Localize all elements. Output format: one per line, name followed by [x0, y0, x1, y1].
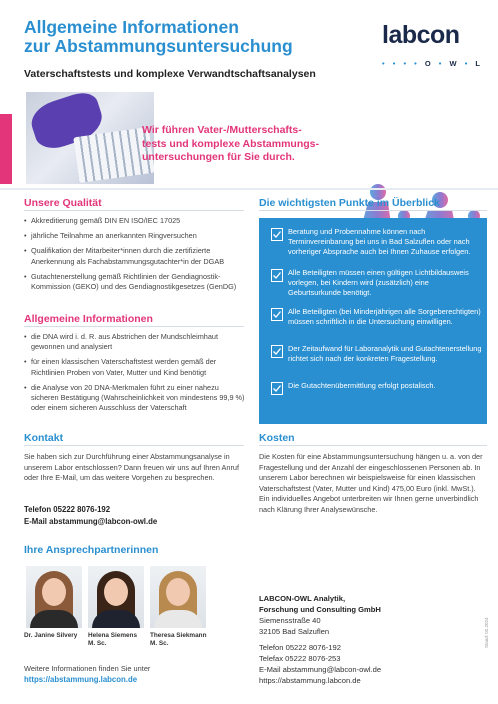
- company-street: Siemensstraße 40: [259, 616, 321, 625]
- title-line-1: Allgemeine Informationen: [24, 17, 239, 37]
- person-name: [24, 632, 77, 640]
- more-info-link[interactable]: https://abstammung.labcon.de: [24, 675, 138, 684]
- logo-wordmark: [382, 22, 482, 48]
- company-telefon[interactable]: Telefon 05222 8076-192: [259, 643, 341, 652]
- heading-ueberblick: Die wichtigsten Punkte im Überblick: [259, 197, 440, 209]
- person-name: [88, 632, 137, 648]
- logo-con: con: [416, 21, 460, 49]
- logo-dot: •: [438, 59, 442, 68]
- ueberblick-item: [271, 344, 483, 364]
- kontakt-email[interactable]: E-Mail abstammung@labcon-owl.de: [24, 517, 158, 526]
- person-name-text: Helena Siemens: [88, 632, 138, 639]
- heading-kosten: Kosten: [259, 432, 295, 444]
- qualitaet-list: [24, 216, 246, 297]
- ueberblick-item: [271, 268, 483, 299]
- list-item: • Qualifikation der Mitarbeiter*innen durch die zertifizierte Anerkennung als Fachabstammungsgutachter*in der DGAB: [24, 246, 246, 266]
- page-title: [24, 18, 344, 56]
- logo-dot: •: [382, 59, 385, 68]
- ueberblick-text: Alle Beteiligten (bei Minderjährigen alle Sorgeberechtigten) müssen schriftlich in die Untersuchung einwilligen.: [288, 307, 481, 327]
- person-name-text: Dr. Janine Silvery: [24, 632, 78, 639]
- section-divider: [0, 188, 498, 190]
- company-name-2: Forschung und Consulting GmbH: [259, 605, 381, 614]
- ueberblick-item: [271, 307, 483, 327]
- list-item: • jährliche Teilnahme an anerkannten Ringversuchen: [24, 231, 246, 241]
- logo-dot: •: [392, 59, 396, 68]
- logo-lab: lab: [382, 21, 417, 49]
- title-line-2: zur Abstammungsuntersuchung: [24, 36, 293, 56]
- kosten-text: Die Kosten für eine Abstammungsuntersuchung hängen u. a. von der Fragestellung und der Anzahl der eingeschlossenen Personen ab. In unserem Labor berechnen wir beispielsweise für einen klassischen Vaterschaftstest (Vater, Mutter und Kind) 475,00 Euro (inkl. MwSt.). Ein individuelles Angebot unterbreiten wir Ihnen gerne unverbindlich nach Klärung Ihrer Analysewünsche.: [259, 452, 483, 514]
- stand-date: Stand: 02.2024: [484, 617, 489, 648]
- list-item: • die Analyse von 20 DNA-Merkmalen führt zu einer nahezu sicheren Bestätigung (Wahrscheinlichkeit von mindestens 99,9 %) oder einem sicheren Ausschluss der Vaterschaft: [24, 383, 246, 414]
- company-name-1: LABCON-OWL Analytik,: [259, 594, 346, 603]
- page-subtitle: Vaterschaftstests und komplexe Verwandtschaftsanalysen: [24, 68, 316, 80]
- heading-rule: [24, 445, 244, 446]
- ueberblick-item: [271, 381, 483, 395]
- ueberblick-item: [271, 227, 483, 258]
- logo-dot: •: [464, 59, 468, 68]
- company-city: 32105 Bad Salzuflen: [259, 627, 330, 636]
- logo-letter-w: W: [449, 59, 457, 68]
- ueberblick-text: Alle Beteiligten müssen einen gültigen Lichtbildausweis vorlegen, bei Kindern wird (zusätzlich) eine Geburtsurkunde benötigt.: [288, 268, 469, 298]
- more-info-text: Weitere Informationen finden Sie unter: [24, 664, 151, 673]
- heading-ansprech: Ihre Ansprechpartnerinnen: [24, 544, 159, 556]
- list-item: • Akkreditierung gemäß DIN EN ISO/IEC 17025: [24, 216, 246, 226]
- ueberblick-text: Beratung und Probennahme können nach Terminvereinbarung bei uns in Bad Salzuflen oder nach vorheriger Absprache auch bei Ihnen Zuhause erfolgen.: [288, 227, 471, 257]
- company-email[interactable]: E-Mail abstammung@labcon-owl.de: [259, 665, 382, 674]
- logo-letter-o: O: [424, 59, 431, 68]
- kontakt-text: Sie haben sich zur Durchführung einer Abstammungsanalyse in unserem Labor entschlossen? Dann freuen wir uns auf Ihren Anruf oder Ihre E-Mail, um das weitere Vorgehen zu besprechen.: [24, 452, 239, 483]
- person-title-text: M. Sc.: [150, 640, 169, 647]
- company-telefax: Telefax 05222 8076-253: [259, 654, 341, 663]
- checkbox-icon: [271, 382, 283, 395]
- hero-line: Wir führen Vater-/Mutterschafts-: [142, 124, 302, 136]
- person-title-text: M. Sc.: [88, 640, 107, 647]
- list-item: • für einen klassischen Vaterschaftstest werden gemäß der Richtlinien Proben von Vater, Mutter und Kind benötigt: [24, 357, 246, 377]
- kontakt-phone[interactable]: Telefon 05222 8076-192: [24, 505, 111, 514]
- ueberblick-text: Der Zeitaufwand für Laboranalytik und Gutachtenerstellung richtet sich nach der konkreten Fragestellung.: [288, 344, 482, 364]
- checkbox-icon: [271, 345, 283, 358]
- checkbox-icon: [271, 308, 283, 321]
- avatar-helena-siemens: [88, 566, 144, 628]
- logo-dot: •: [403, 59, 407, 68]
- checkbox-icon: [271, 269, 283, 282]
- person-name-text: Theresa Siekmann: [150, 632, 207, 639]
- hero-line: untersuchungen für Sie durch.: [142, 151, 295, 163]
- heading-qualitaet: Unsere Qualität: [24, 197, 102, 209]
- avatar-theresa-siekmann: [150, 566, 206, 628]
- person-name: [150, 632, 206, 648]
- heading-rule: [259, 210, 487, 211]
- ueberblick-text: Die Gutachtenübermittlung erfolgt postalisch.: [288, 381, 436, 390]
- hero-line: tests und komplexe Abstammungs-: [142, 137, 319, 150]
- avatar-janine-silvery: [26, 566, 82, 628]
- logo-dot: •: [414, 59, 417, 68]
- hero-statement: [142, 124, 332, 165]
- accent-bar: [0, 114, 12, 184]
- lab-photo: [26, 92, 154, 184]
- list-item: • die DNA wird i. d. R. aus Abstrichen der Mundschleimhaut gewonnen und analysiert: [24, 332, 246, 352]
- allgemein-list: [24, 332, 246, 418]
- heading-rule: [24, 210, 244, 211]
- heading-rule: [24, 326, 244, 327]
- logo-letter-l: L: [475, 59, 480, 68]
- checkbox-icon: [271, 228, 283, 241]
- labcon-logo: [382, 22, 482, 68]
- heading-kontakt: Kontakt: [24, 432, 64, 444]
- ueberblick-box: [259, 218, 487, 424]
- heading-allgemein: Allgemeine Informationen: [24, 313, 153, 325]
- list-item: • Gutachtenerstellung gemäß Richtlinien der Gendiagnostik-Kommission (GEKO) und des Gendiagnostikgesetzes (GenDG): [24, 272, 246, 292]
- logo-subline: [382, 59, 482, 68]
- heading-rule: [259, 445, 487, 446]
- company-web[interactable]: https://abstammung.labcon.de: [259, 676, 361, 685]
